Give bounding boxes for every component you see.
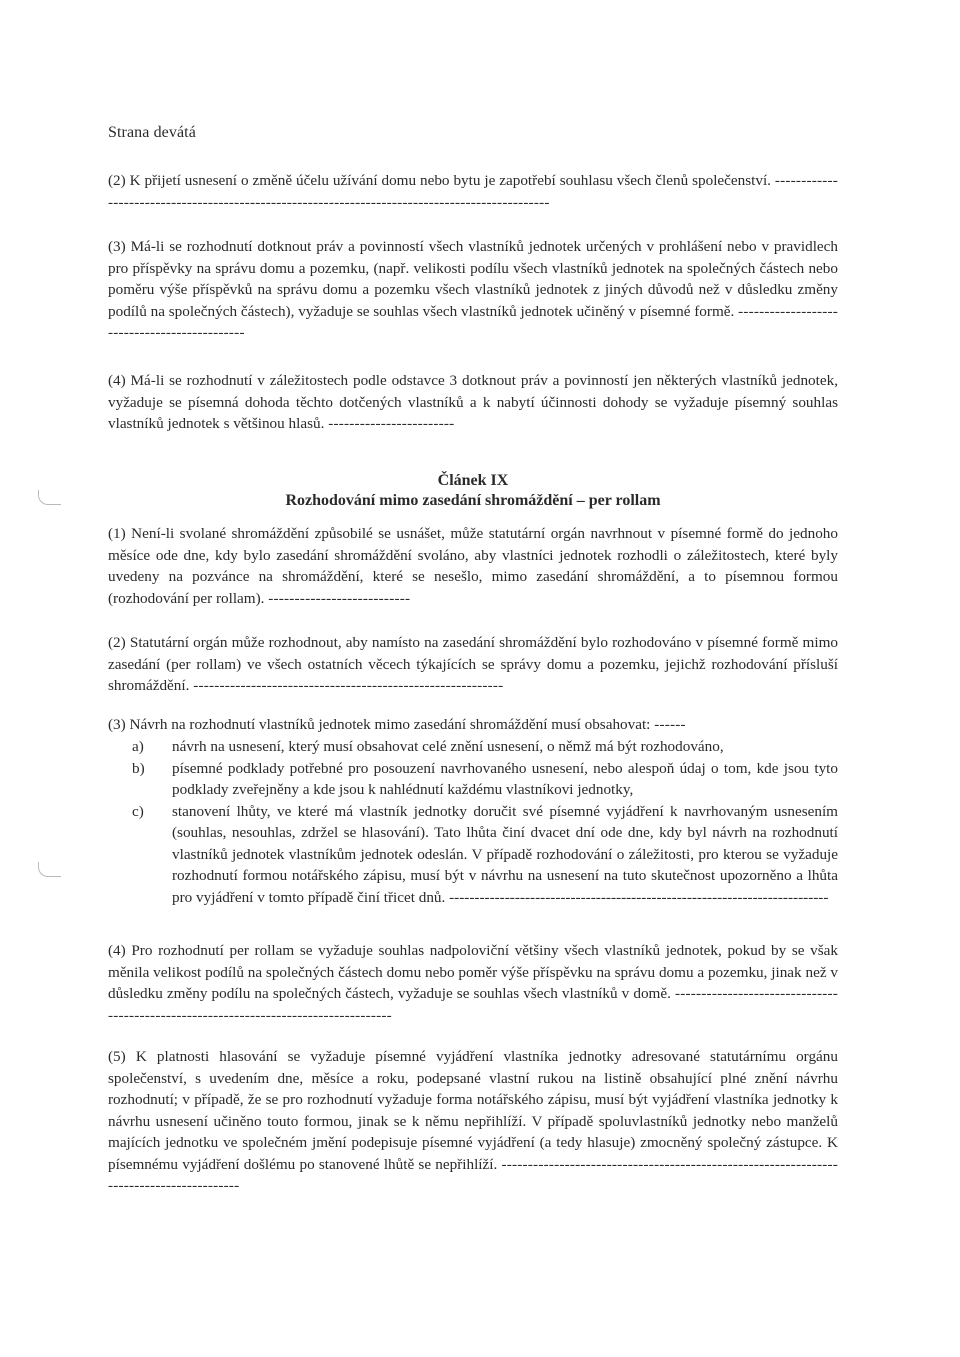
list-item-text [172, 736, 838, 758]
paragraph-ix-1 [108, 523, 838, 609]
paragraph-text: (1) Není-li svolané shromáždění způsobilé se usnášet, může statutární orgán navrhnout v písemné formě do jednoho měsíce ode dne, kdy bylo zasedání shromáždění svoláno, aby vlastníci jednotek rozhodli o záležitostech, které byly uvedeny na pozvánce na shromáždění, které se nesešlo, mimo zasedání shromáždění, a to písemnou formou (rozhodování per rollam). [108, 525, 838, 607]
paragraph-ix-2 [108, 632, 838, 697]
list-item-text [172, 758, 838, 801]
list-item [108, 801, 838, 909]
paragraph-text: (3) Návrh na rozhodnutí vlastníků jednotek mimo zasedání shromáždění musí obsahovat: [108, 716, 655, 733]
list-item-text [172, 801, 838, 909]
article-title: Rozhodování mimo zasedání shromáždění – per rollam [285, 492, 661, 509]
paragraph-dash-fill: ------------------------------------------------------------------------------------- [108, 985, 838, 1024]
requirements-list [108, 736, 838, 908]
paragraph-text: (2) K přijetí usnesení o změně účelu užívání domu nebo bytu je zapotřebí souhlasu všech členů společenství. [108, 172, 775, 189]
paragraph-3 [108, 236, 838, 344]
punch-hole-mark [38, 862, 61, 877]
punch-hole-mark [38, 490, 61, 505]
paragraph-dash-fill: ----------------------------------------------------------------------------------------- [108, 1155, 838, 1194]
paragraph-dash-fill: ------------------------------------------------------------------------------------------------ [108, 172, 838, 211]
list-item-body: stanovení lhůty, ve které má vlastník jednotky doručit své písemné vyjádření k navrhovaným usnesením (souhlas, nesouhlas, zdržel se hlasování). Tato lhůta činí dvacet dní ode dne, kdy byl návrh na rozhodnutí vlastníků jednotek vlastníkům jednotek odeslán. V případě rozhodování o záležitosti, pro kterou se vyžaduje rozhodnutí formou notářského zápisu, musí být v návrhu na usnesení na tuto skutečnost upozorněno a lhůta pro vyjádření v tomto případě činí třicet dnů. [172, 802, 838, 906]
paragraph-ix-3-intro [108, 714, 838, 736]
paragraph-dash-fill: --------------------------- [268, 589, 411, 607]
list-item-body: písemné podklady potřebné pro posouzení navrhovaného usnesení, nebo alespoň údaj o tom, kde jsou tyto podklady zveřejněny a kde jsou k nahlédnutí každému vlastníkovi jednotky, [172, 759, 838, 798]
paragraph-text: (4) Pro rozhodnutí per rollam se vyžaduje souhlas nadpoloviční většiny všech vlastníků jednotek, pokud by se však měnila velikost podílů na společných částech domu nebo poměr výše příspěvku na správu domu a pozemku, jinak než v důsledku změny podílu na společných částech, vyžaduje se souhlas všech vlastníků v domě. [108, 942, 838, 1002]
page-label: Strana devátá [108, 124, 196, 141]
paragraph-dash-fill: ----------------------------------------------------------- [193, 677, 504, 694]
paragraph-dash-fill: ------ [654, 716, 686, 733]
article-number: Článek IX [437, 472, 509, 489]
paragraph-dash-fill: --------------------------------------------- [108, 302, 839, 341]
paragraph-ix-5 [108, 1046, 838, 1197]
paragraph-text: (2) Statutární orgán může rozhodnout, aby namísto na zasedání shromáždění bylo rozhodováno v písemné formě mimo zasedání (per rollam) ve všech ostatních věcech týkajících se správy domu a pozemku, jejichž rozhodování přísluší shromáždění. [108, 634, 838, 694]
paragraph-ix-4 [108, 940, 838, 1026]
list-marker: a) [132, 738, 144, 755]
list-item-body: návrh na usnesení, který musí obsahovat celé znění usnesení, o němž má být rozhodováno, [172, 738, 724, 755]
paragraph-4 [108, 370, 838, 435]
list-marker: b) [132, 759, 145, 777]
paragraph-2 [108, 170, 838, 213]
paragraph-text: (5) K platnosti hlasování se vyžaduje písemné vyjádření vlastníka jednotky adresované statutárnímu orgánu společenství, s uvedením dne, měsíce a roku, podepsané vlastní rukou na listině obsahující plné znění návrhu rozhodnutí; v případě, že se pro rozhodnutí vyžaduje forma notářského zápisu, musí být vyjádření vlastníka jednotky k návrhu usnesení učiněno touto formou, jinak se k němu nepřihlíží. V případě spoluvlastníků jednotky nebo manželů majících jednotku ve společném jmění podepisuje písemné vyjádření (a tedy hlasuje) zmocněný společný zástupce. K písemnému vyjádření došlému po stanovené lhůtě se nepřihlíží. [108, 1048, 838, 1173]
paragraph-text: (3) Má-li se rozhodnutí dotknout práv a povinností všech vlastníků jednotek určených v prohlášení nebo v pravidlech pro příspěvky na správu domu a pozemku, (např. velikosti podílu všech vlastníků jednotek na společných částech nebo poměru výše příspěvků na správu domu a pozemku všech vlastníků jednotek z jiných důvodů než v důsledku změny podílů na společných částech), vyžaduje se souhlas všech vlastníků jednotek učiněný v písemné formě. [108, 238, 838, 320]
list-item [108, 758, 838, 801]
paragraph-text: (4) Má-li se rozhodnutí v záležitostech podle odstavce 3 dotknout práv a povinností jen některých vlastníků jednotek, vyžaduje se písemná dohoda těchto dotčených vlastníků a k nabytí účinnosti dohody se vyžaduje písemný souhlas vlastníků jednotek s většinou hlasů. [108, 372, 838, 432]
paragraph-dash-fill: ------------------------ [328, 415, 455, 432]
list-marker: c) [132, 802, 144, 820]
list-item-dash-fill: --------------------------------------------------------------------------- [449, 888, 829, 906]
list-item [108, 736, 838, 758]
